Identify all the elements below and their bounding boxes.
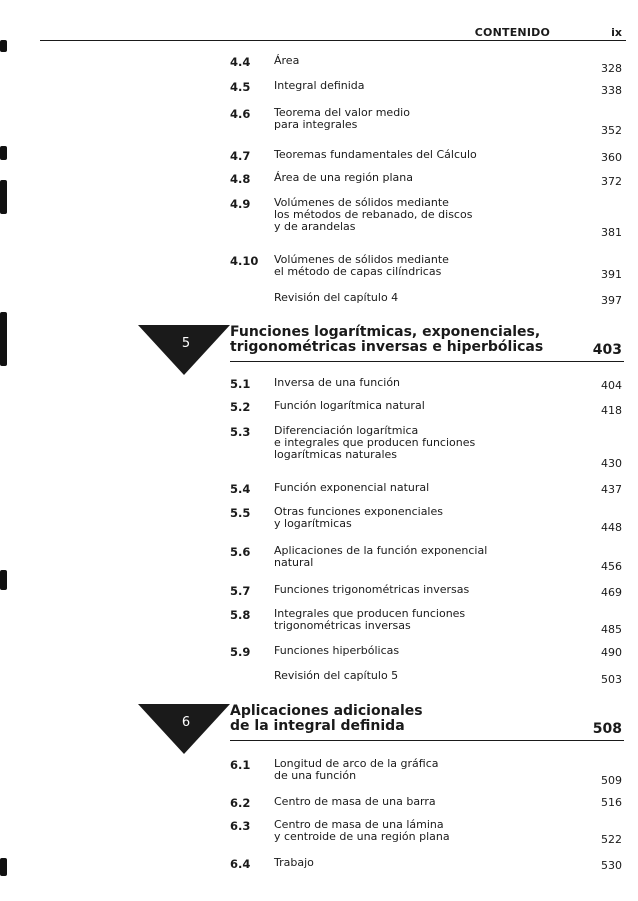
section-title: Teoremas fundamentales del Cálculo [274,148,477,161]
section-title: Integrales que producen funciones trigonométricas inversas [274,607,466,632]
section-title: Trabajo [274,856,314,869]
section-page: 448 [601,521,622,534]
section-title: Aplicaciones de la función exponencial natural [274,544,488,569]
scan-mark [0,146,7,160]
scan-mark [0,180,7,214]
section-number: 5.6 [230,545,251,559]
section-page: 372 [601,175,622,188]
scan-mark [0,312,7,366]
section-page: 338 [601,84,622,97]
section-number: 5.3 [230,425,251,439]
section-title: Revisión del capítulo 4 [274,291,399,304]
scan-mark [0,40,7,52]
section-page: 485 [601,623,622,636]
section-page: 328 [601,62,622,75]
section-title: Volúmenes de sólidos mediante los métodos de rebanado, de discos y de arandelas [274,196,473,233]
section-page: 503 [601,673,622,686]
header-rule [40,40,626,41]
section-number: 4.4 [230,55,251,69]
section-title: Área [274,54,300,67]
section-title: Revisión del capítulo 5 [274,669,399,682]
section-number: 6.2 [230,796,251,810]
section-page: 404 [601,379,622,392]
section-number: 5.7 [230,584,251,598]
section-title: Volúmenes de sólidos mediante el método de capas cilíndricas [274,253,449,278]
section-title: Otras funciones exponenciales y logarítmicas [274,505,443,530]
section-title: Inversa de una función [274,376,401,389]
section-page: 437 [601,483,622,496]
chapter-title: Funciones logarítmicas, exponenciales, trigonométricas inversas e hiperbólicas [230,324,544,355]
section-number: 6.1 [230,758,251,772]
scan-mark [0,570,7,590]
section-page: 391 [601,268,622,281]
section-page: 418 [601,404,622,417]
section-page: 516 [601,796,622,809]
section-title: Función exponencial natural [274,481,430,494]
section-number: 4.9 [230,197,251,211]
section-number: 5.9 [230,645,251,659]
chapter-rule [230,361,624,362]
chapter-page: 403 [592,342,622,358]
section-number: 6.4 [230,857,251,871]
section-page: 522 [601,833,622,846]
section-number: 4.5 [230,80,251,94]
section-number: 4.8 [230,172,251,186]
section-page: 456 [601,560,622,573]
header-page-number: ix [611,26,622,39]
section-title: Funciones trigonométricas inversas [274,583,470,596]
section-page: 397 [601,294,622,307]
section-page: 509 [601,774,622,787]
section-page: 530 [601,859,622,872]
chapter-rule [230,740,624,741]
header-label: CONTENIDO [474,26,550,39]
section-page: 469 [601,586,622,599]
section-number: 4.7 [230,149,251,163]
section-number: 5.1 [230,377,251,391]
section-number: 4.10 [230,254,259,268]
section-title: Centro de masa de una lámina y centroide de una región plana [274,818,450,843]
section-title: Centro de masa de una barra [274,795,436,808]
section-number: 5.2 [230,400,251,414]
section-number: 5.4 [230,482,251,496]
section-title: Integral definida [274,79,365,92]
chapter-title: Aplicaciones adicionales de la integral definida [230,703,423,734]
section-number: 4.6 [230,107,251,121]
chapter-number: 6 [181,715,191,730]
section-title: Función logarítmica natural [274,399,425,412]
chapter-number: 5 [181,336,191,351]
chapter-page: 508 [592,721,622,737]
section-number: 5.5 [230,506,251,520]
section-page: 490 [601,646,622,659]
section-title: Longitud de arco de la gráfica de una función [274,757,439,782]
section-page: 430 [601,457,622,470]
section-page: 360 [601,151,622,164]
scan-mark [0,858,7,876]
section-number: 5.8 [230,608,251,622]
section-title: Funciones hiperbólicas [274,644,400,657]
chapter-triangle-icon [138,704,230,754]
section-title: Teorema del valor medio para integrales [274,106,410,131]
chapter-triangle-icon [138,325,230,375]
section-title: Área de una región plana [274,171,414,184]
section-title: Diferenciación logarítmica e integrales que producen funciones logarítmicas naturales [274,424,476,461]
section-page: 381 [601,226,622,239]
section-number: 6.3 [230,819,251,833]
section-page: 352 [601,124,622,137]
